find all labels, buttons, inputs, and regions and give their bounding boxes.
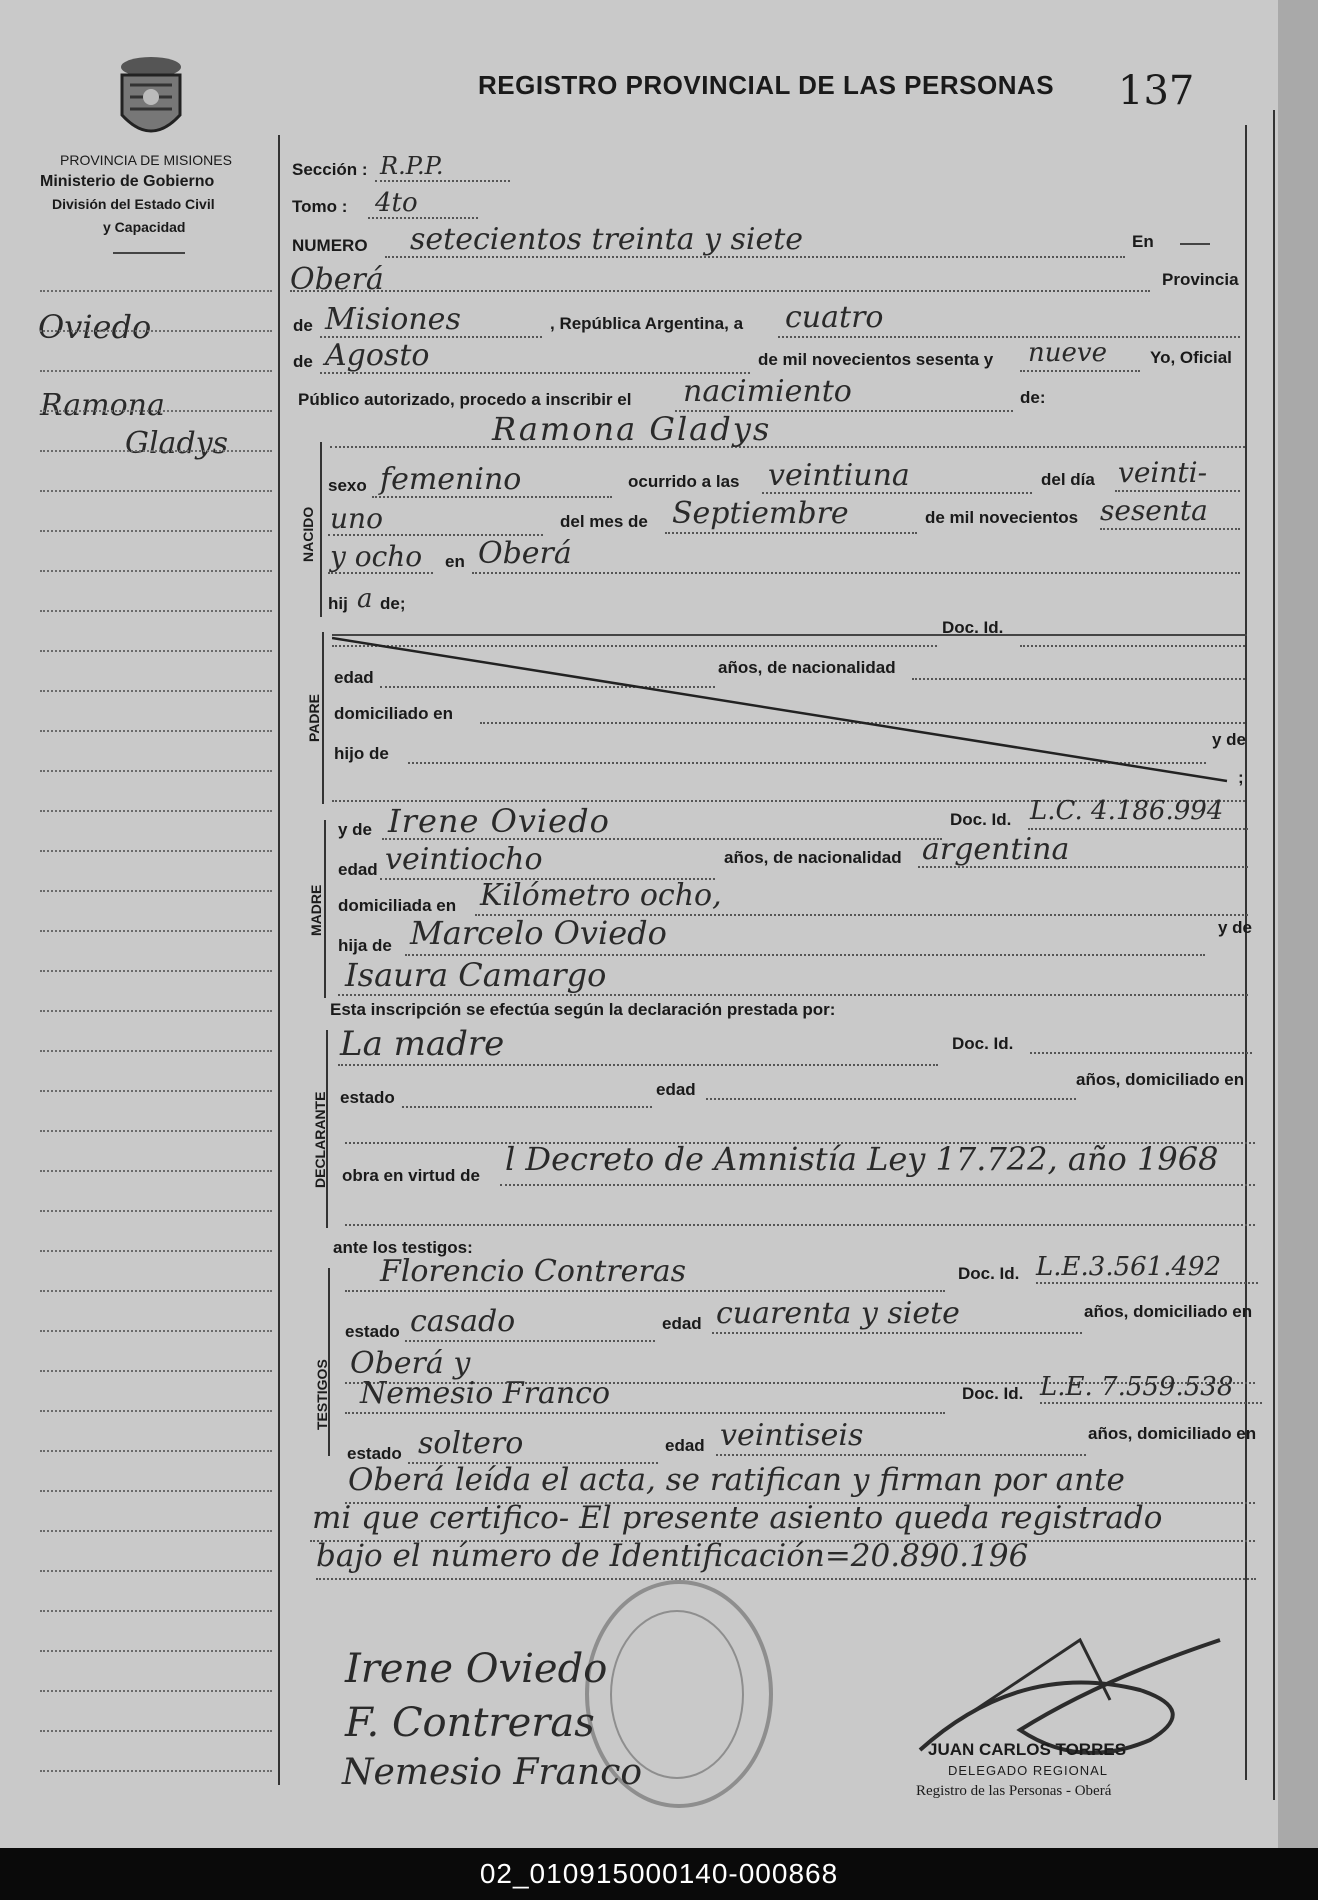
- month-value: Agosto: [325, 338, 430, 373]
- margin-ruled-line: [40, 1490, 272, 1492]
- madre-madre-value: Isaura Camargo: [345, 956, 607, 994]
- madre-hija-label: hija de: [338, 936, 392, 955]
- margin-ruled-line: [40, 1650, 272, 1652]
- padre-hijo-label: hijo de: [334, 744, 389, 763]
- mes-value: Septiembre: [672, 496, 849, 531]
- margin-ruled-line: [40, 450, 272, 452]
- madre-section-label: MADRE: [308, 884, 324, 936]
- t1-anios-label: años, domiciliado en: [1084, 1302, 1253, 1321]
- declarante-name-line: [338, 1064, 938, 1066]
- obra-value: l Decreto de Amnistía Ley 17.722, año 1968: [505, 1140, 1219, 1178]
- declarante-anios-label: años, domiciliado en: [1076, 1070, 1245, 1089]
- lugar-line: [472, 572, 1240, 574]
- margin-ruled-line: [40, 690, 272, 692]
- margin-ruled-line: [40, 770, 272, 772]
- margin-ruled-line: [40, 1690, 272, 1692]
- de2-label: de:: [1020, 388, 1046, 407]
- sexo-value: femenino: [380, 462, 522, 497]
- margin-ruled-line: [40, 1250, 272, 1252]
- dia-value-b: uno: [330, 502, 383, 535]
- madre-edad-label: edad: [338, 860, 378, 879]
- year-label: de mil novecientos sesenta y: [758, 350, 994, 369]
- declarante-nombre: La madre: [340, 1024, 505, 1064]
- padre-semicolon: ;: [1238, 768, 1244, 787]
- en-dash: [1180, 243, 1210, 245]
- t2-estado-value: soltero: [418, 1426, 524, 1461]
- full-name-value: Ramona Gladys: [492, 410, 772, 448]
- margin-divider: [278, 135, 280, 1785]
- closing-line-2: mi que certifico- El presente asiento queda registrado: [312, 1500, 1163, 1536]
- full-name-line: [330, 446, 1245, 448]
- acto-value: nacimiento: [683, 374, 852, 409]
- padre-section-label: PADRE: [306, 694, 322, 742]
- declarante-edad-label: edad: [656, 1080, 696, 1099]
- madre-anios-label: años, de nacionalidad: [724, 848, 902, 867]
- mes-label: del mes de: [560, 512, 648, 531]
- t1-estado-line: [405, 1340, 655, 1342]
- margin-ruled-line: [40, 650, 272, 652]
- tomo-value: 4to: [375, 188, 418, 218]
- t1-doc-line: [1036, 1282, 1258, 1284]
- madre-doc-label: Doc. Id.: [950, 810, 1012, 829]
- padre-doc-label: Doc. Id.: [942, 618, 1004, 637]
- margin-surname: Oviedo: [38, 308, 152, 346]
- margin-ruled-line: [40, 850, 272, 852]
- t1-estado-label: estado: [345, 1322, 400, 1341]
- madre-padre-value: Marcelo Oviedo: [410, 914, 667, 952]
- madre-yde-label: y de: [338, 820, 373, 839]
- margin-ruled-line: [40, 1130, 272, 1132]
- testigos-section-label: TESTIGOS: [314, 1359, 330, 1430]
- de-label: de: [293, 316, 313, 335]
- org-ministry: Ministerio de Gobierno: [40, 173, 215, 190]
- de-label-2: de: [293, 352, 313, 371]
- place-value: Oberá: [290, 262, 384, 297]
- declarante-intro: Esta inscripción se efectúa según la declaración prestada por:: [330, 1000, 836, 1019]
- padre-bracket: [322, 632, 324, 804]
- t2-doc-value: L.E. 7.559.538: [1040, 1372, 1234, 1402]
- madre-madre-line: [338, 994, 1248, 996]
- margin-ruled-line: [40, 1570, 272, 1572]
- hijo-value: a: [357, 584, 373, 614]
- margin-ruled-line: [40, 730, 272, 732]
- t1-nombre: Florencio Contreras: [380, 1254, 686, 1289]
- right-border-outer: [1273, 110, 1275, 1800]
- declarante-estado-label: estado: [340, 1088, 395, 1107]
- provincia-value: Misiones: [325, 302, 461, 337]
- t1-doc-label: Doc. Id.: [958, 1264, 1020, 1283]
- padre-anios-label: años, de nacionalidad: [718, 658, 896, 677]
- en-place-label: en: [445, 552, 465, 571]
- org-underline: [113, 252, 185, 254]
- madre-nacionalidad: argentina: [922, 832, 1070, 867]
- t1-edad-value: cuarenta y siete: [716, 1296, 960, 1331]
- page-number: 137: [1118, 68, 1195, 114]
- margin-ruled-line: [40, 1530, 272, 1532]
- numero-value: setecientos treinta y siete: [410, 222, 804, 257]
- page-edge: [1278, 0, 1318, 1848]
- margin-ruled-line: [40, 1170, 272, 1172]
- margin-ruled-line: [40, 1410, 272, 1412]
- margin-name2: Gladys: [125, 426, 228, 461]
- margin-ruled-line: [40, 1770, 272, 1772]
- margin-ruled-line: [40, 1090, 272, 1092]
- year-line: [1020, 370, 1140, 372]
- testigos-intro: ante los testigos:: [333, 1238, 473, 1257]
- signature-mother: Irene Oviedo: [345, 1646, 608, 1692]
- margin-ruled-line: [40, 930, 272, 932]
- seccion-label: Sección :: [292, 160, 368, 179]
- t2-edad-value: veintiseis: [720, 1418, 864, 1453]
- margin-ruled-line: [40, 1370, 272, 1372]
- padre-edad-label: edad: [334, 668, 374, 687]
- t2-doc-line: [1040, 1402, 1262, 1404]
- t2-doc-label: Doc. Id.: [962, 1384, 1024, 1403]
- republica-label: , República Argentina, a: [550, 314, 744, 333]
- margin-ruled-line: [40, 410, 272, 412]
- yo-label: Yo, Oficial: [1150, 348, 1232, 367]
- t1-name-line: [345, 1290, 945, 1292]
- declarante-section-label: DECLARANTE: [312, 1091, 328, 1188]
- coat-of-arms-icon: [112, 55, 190, 150]
- margin-ruled-line: [40, 1330, 272, 1332]
- madre-domicilio-label: domiciliada en: [338, 896, 457, 915]
- margin-ruled-line: [40, 1290, 272, 1292]
- t2-estado-label: estado: [347, 1444, 402, 1463]
- margin-ruled-line: [40, 970, 272, 972]
- en-label: En: [1132, 232, 1154, 251]
- closing-line-1: Oberá leída el acta, se ratifican y firman por ante: [348, 1462, 1125, 1498]
- anio-label: de mil novecientos: [925, 508, 1079, 527]
- org-division: División del Estado Civil: [52, 196, 215, 212]
- declarante-doc-label: Doc. Id.: [952, 1034, 1014, 1053]
- anio-value-a: sesenta: [1100, 494, 1208, 527]
- declarante-estado-line: [402, 1106, 652, 1108]
- scan-file-id: 02_010915000140-000868: [0, 1848, 1318, 1900]
- closing-line-3-rule: [316, 1578, 1256, 1580]
- t1-doc-value: L.E.3.561.492: [1036, 1252, 1222, 1282]
- ocurrido-label: ocurrido a las: [628, 472, 740, 491]
- madre-bracket: [324, 820, 326, 998]
- margin-ruled-line: [40, 530, 272, 532]
- declarante-last-line: [345, 1224, 1255, 1226]
- t1-edad-label: edad: [662, 1314, 702, 1333]
- margin-ruled-line: [40, 1210, 272, 1212]
- t1-edad-line: [712, 1332, 1082, 1334]
- publico-label: Público autorizado, procedo a inscribir el: [298, 390, 632, 409]
- official-office: Registro de las Personas - Oberá: [916, 1783, 1112, 1799]
- obra-label: obra en virtud de: [342, 1166, 480, 1185]
- margin-ruled-line: [40, 1050, 272, 1052]
- margin-ruled-line: [40, 570, 272, 572]
- nacido-section-label: NACIDO: [300, 506, 316, 562]
- year-value: nueve: [1028, 338, 1107, 368]
- margin-ruled-line: [40, 330, 272, 332]
- madre-edad-value: veintiocho: [385, 842, 543, 877]
- margin-ruled-line: [40, 1730, 272, 1732]
- padre-domicilio-label: domiciliado en: [334, 704, 454, 723]
- margin-ruled-line: [40, 370, 272, 372]
- numero-label: NUMERO: [292, 236, 368, 255]
- day-line: [778, 336, 1240, 338]
- document-title: REGISTRO PROVINCIAL DE LAS PERSONAS: [478, 70, 1055, 100]
- madre-domicilio-value: Kilómetro ocho,: [480, 878, 722, 913]
- declarante-doc-line: [1030, 1052, 1252, 1054]
- t1-domicilio-value: Oberá y: [350, 1346, 471, 1381]
- margin-ruled-line: [40, 1450, 272, 1452]
- margin-ruled-line: [40, 890, 272, 892]
- official-title: DELEGADO REGIONAL: [948, 1763, 1109, 1778]
- madre-yde2-label: y de: [1218, 918, 1253, 937]
- declarante-edad-line: [706, 1098, 1076, 1100]
- hijo-label-b: de;: [380, 594, 406, 613]
- t2-edad-label: edad: [665, 1436, 705, 1455]
- hora-value: veintiuna: [768, 458, 910, 493]
- sexo-label: sexo: [328, 476, 367, 495]
- official-name: JUAN CARLOS TORRES: [928, 1740, 1127, 1759]
- madre-nombre: Irene Oviedo: [388, 802, 610, 840]
- madre-doc-value: L.C. 4.186.994: [1030, 796, 1224, 826]
- margin-ruled-line: [40, 1010, 272, 1012]
- anio-value-b: y ocho: [330, 540, 423, 573]
- padre-yde-label: y de: [1212, 730, 1247, 749]
- closing-line-3: bajo el número de Identificación=20.890.196: [316, 1538, 1029, 1574]
- margin-ruled-line: [40, 490, 272, 492]
- dia-value-a: veinti-: [1118, 456, 1208, 489]
- padre-cancel-stroke: [332, 636, 1232, 786]
- del-dia-label: del día: [1041, 470, 1095, 489]
- org-capacity: y Capacidad: [103, 219, 186, 235]
- margin-ruled-line: [40, 290, 272, 292]
- margin-name1: Ramona: [40, 388, 165, 423]
- t1-estado-value: casado: [410, 1304, 516, 1339]
- place-line: [290, 290, 1150, 292]
- anio-line: [1100, 528, 1240, 530]
- day-value: cuatro: [785, 300, 884, 335]
- margin-ruled-line: [40, 810, 272, 812]
- right-border: [1245, 125, 1247, 1780]
- signature-witness-1: F. Contreras: [345, 1700, 595, 1746]
- t2-nombre: Nemesio Franco: [360, 1376, 611, 1411]
- nacido-bracket: [320, 442, 322, 617]
- t2-name-line: [345, 1412, 945, 1414]
- tomo-label: Tomo :: [292, 197, 348, 216]
- t2-edad-line: [716, 1454, 1086, 1456]
- t2-anios-label: años, domiciliado en: [1088, 1424, 1257, 1443]
- hijo-label-a: hij: [328, 594, 348, 613]
- margin-ruled-line: [40, 610, 272, 612]
- org-province: PROVINCIA DE MISIONES: [60, 152, 232, 168]
- seccion-line: [375, 180, 510, 182]
- mes-line: [665, 532, 917, 534]
- madre-doc-line: [1028, 828, 1248, 830]
- signature-witness-2: Nemesio Franco: [342, 1752, 643, 1793]
- dia-line: [1115, 490, 1240, 492]
- seccion-value: R.P.P.: [380, 152, 444, 180]
- provincia-label: Provincia: [1162, 270, 1239, 289]
- lugar-value: Oberá: [478, 536, 572, 571]
- obra-line: [500, 1184, 1255, 1186]
- margin-ruled-line: [40, 1610, 272, 1612]
